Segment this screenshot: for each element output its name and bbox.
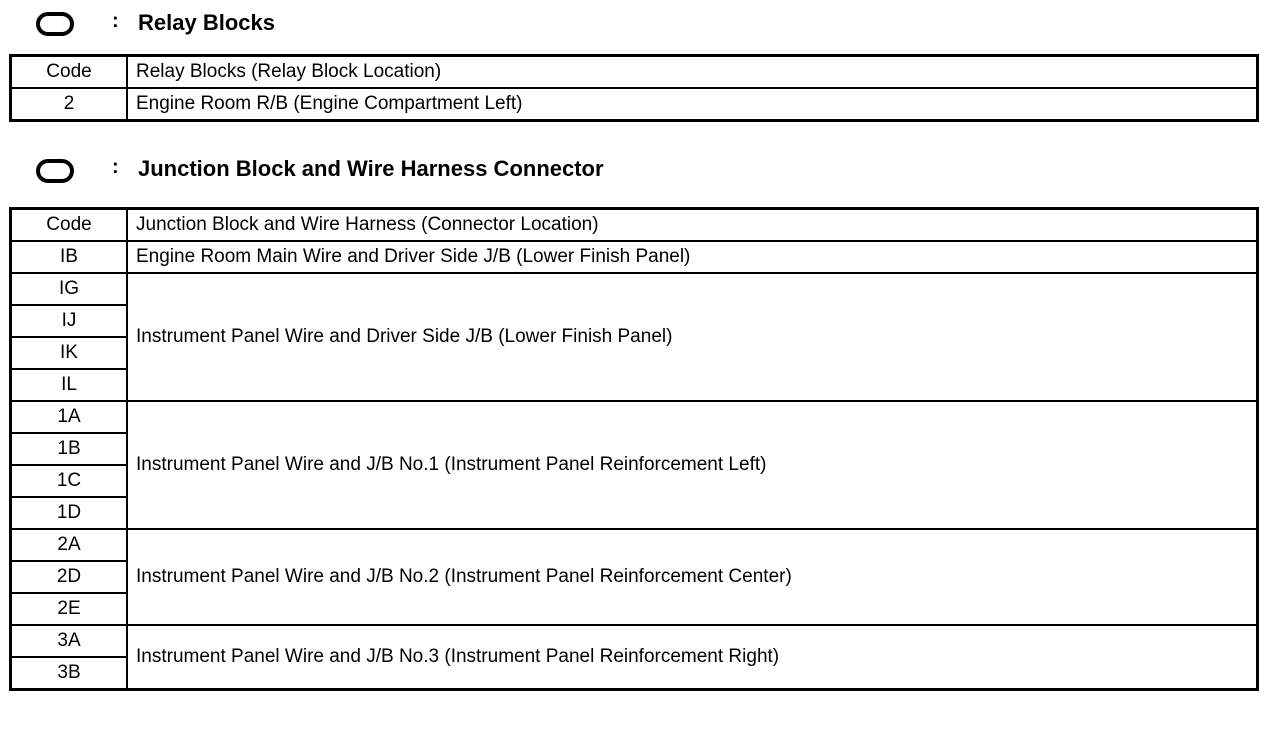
connector-location-cell: Instrument Panel Wire and J/B No.3 (Instrument Panel Reinforcement Right) xyxy=(127,625,1258,690)
table-row xyxy=(11,529,1258,561)
junction-header-location: Junction Block and Wire Harness (Connector Location) xyxy=(127,209,1258,242)
connector-code-cell: 2D xyxy=(11,561,128,593)
connector-code-cell: 1C xyxy=(11,465,128,497)
relay-heading-colon: : xyxy=(112,10,119,32)
relay-block-symbol-icon xyxy=(36,12,74,36)
connector-code-cell: 1A xyxy=(11,401,128,433)
connector-location-cell: Instrument Panel Wire and J/B No.1 (Instrument Panel Reinforcement Left) xyxy=(127,401,1258,529)
connector-code-cell: IB xyxy=(11,241,128,273)
connector-code-cell: 2E xyxy=(11,593,128,625)
junction-table-header-row xyxy=(11,209,1258,242)
connector-code-cell: 1B xyxy=(11,433,128,465)
connector-code-cell: 3A xyxy=(11,625,128,657)
table-row xyxy=(11,88,1258,121)
table-row xyxy=(11,241,1258,273)
connector-code-cell: IJ xyxy=(11,305,128,337)
relay-code-cell: 2 xyxy=(11,88,128,121)
connector-code-cell: 3B xyxy=(11,657,128,690)
relay-blocks-table xyxy=(9,54,1259,122)
junction-header-code: Code xyxy=(11,209,128,242)
table-row xyxy=(11,273,1258,305)
table-row xyxy=(11,401,1258,433)
junction-block-table xyxy=(9,207,1259,691)
connector-location-cell: Instrument Panel Wire and Driver Side J/B (Lower Finish Panel) xyxy=(127,273,1258,401)
connector-code-cell: IG xyxy=(11,273,128,305)
connector-location-cell: Instrument Panel Wire and J/B No.2 (Instrument Panel Reinforcement Center) xyxy=(127,529,1258,625)
junction-heading-colon: : xyxy=(112,156,119,178)
relay-location-cell: Engine Room R/B (Engine Compartment Left) xyxy=(127,88,1258,121)
table-row xyxy=(11,625,1258,657)
relay-table-header-row xyxy=(11,56,1258,89)
relay-header-location: Relay Blocks (Relay Block Location) xyxy=(127,56,1258,89)
connector-code-cell: IL xyxy=(11,369,128,401)
connector-code-cell: 2A xyxy=(11,529,128,561)
connector-location-cell: Engine Room Main Wire and Driver Side J/B (Lower Finish Panel) xyxy=(127,241,1258,273)
junction-block-symbol-icon xyxy=(36,159,74,183)
junction-block-title: Junction Block and Wire Harness Connector xyxy=(138,156,604,181)
relay-header-code: Code xyxy=(11,56,128,89)
connector-code-cell: IK xyxy=(11,337,128,369)
relay-blocks-title: Relay Blocks xyxy=(138,10,275,35)
connector-code-cell: 1D xyxy=(11,497,128,529)
